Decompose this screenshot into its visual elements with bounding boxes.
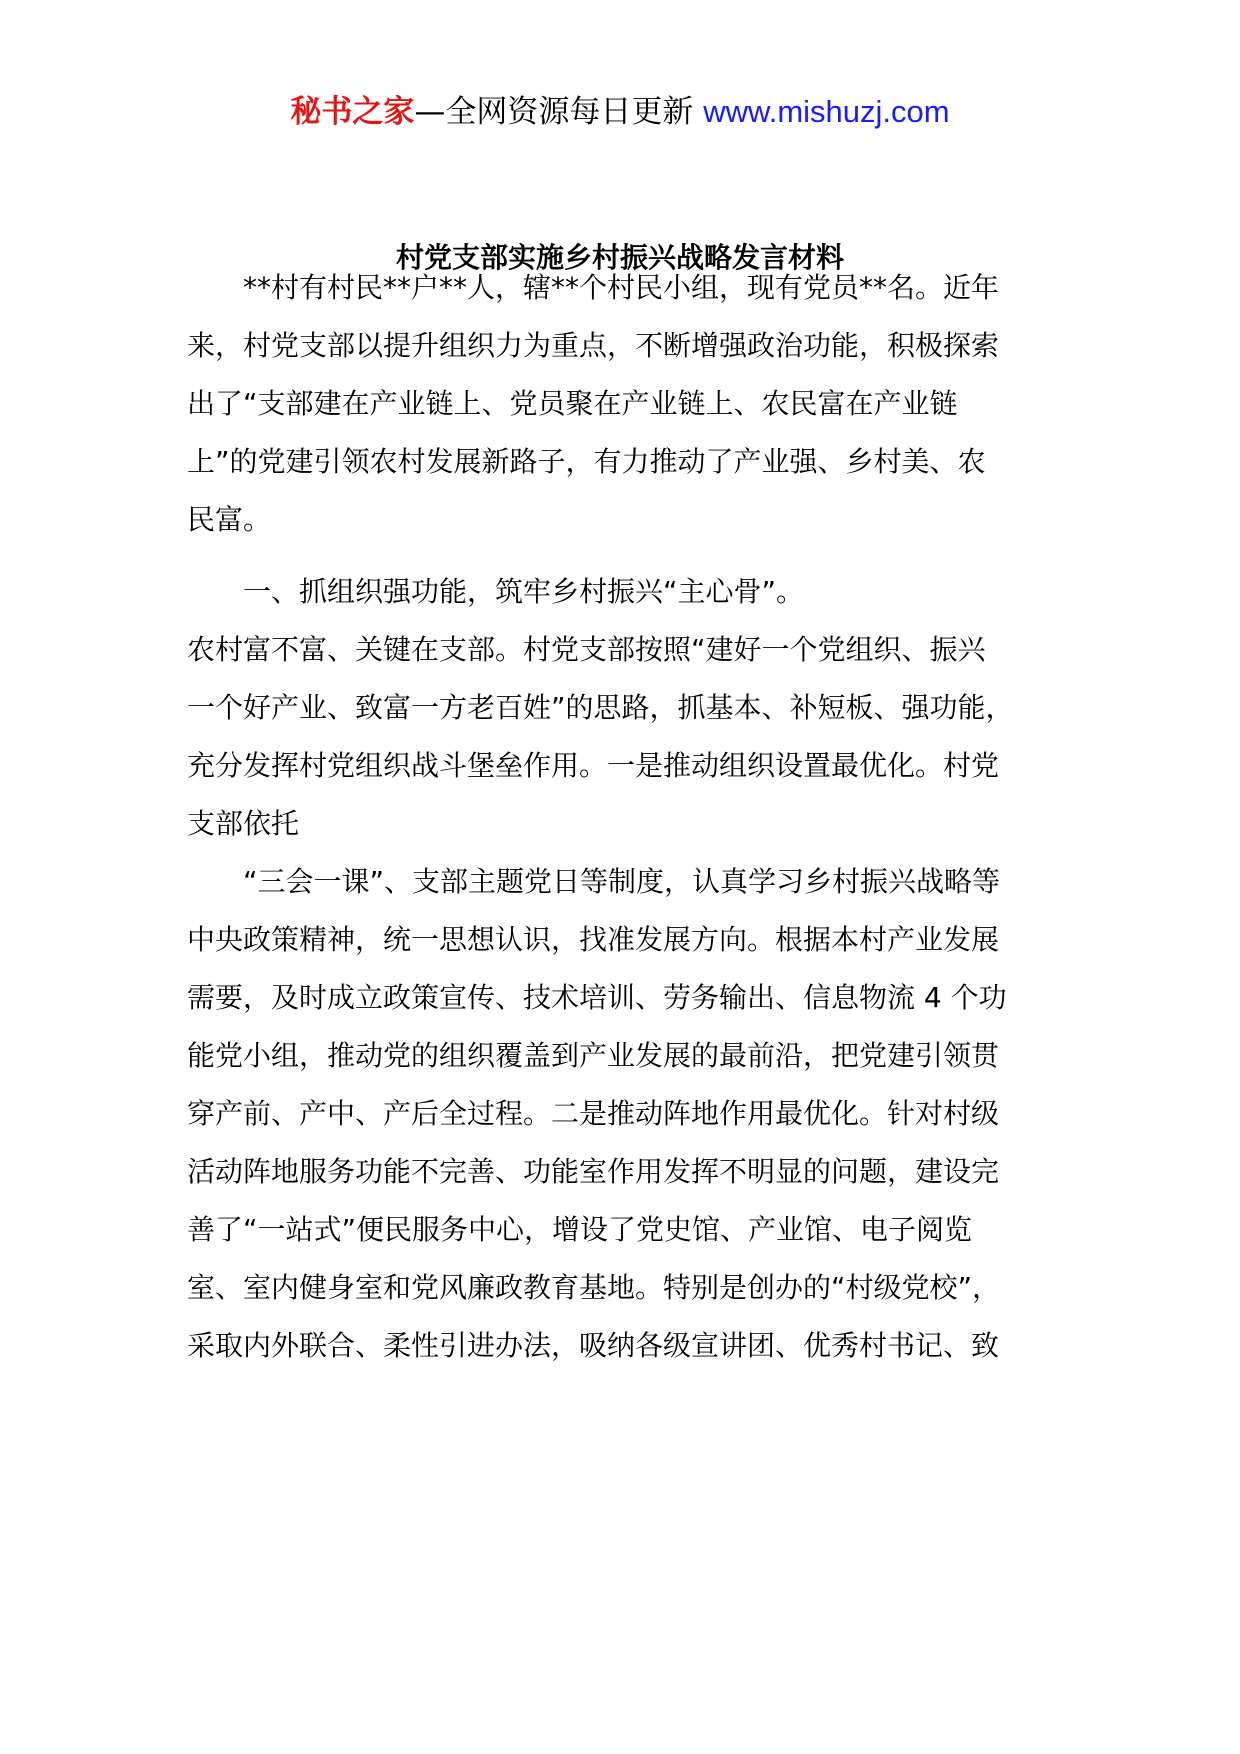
body-line: 中央政策精神，统一思想认识，找准发展方向。根据本村产业发展: [187, 923, 1000, 956]
body-line: **村有村民**户**人，辖**个村民小组，现有党员**名。近年: [187, 271, 1000, 304]
body-line: 一个好产业、致富一方老百姓”的思路，抓基本、补短板、强功能，: [187, 691, 1014, 724]
body-line: 来，村党支部以提升组织力为重点，不断增强政治功能，积极探索: [187, 329, 1000, 362]
section-heading: 一、抓组织强功能，筑牢乡村振兴“主心骨”。: [187, 575, 805, 608]
body-line: 活动阵地服务功能不完善、功能室作用发挥不明显的问题，建设完: [187, 1155, 1000, 1188]
site-brand: 秘书之家: [290, 94, 415, 130]
body-line: 善了“一站式”便民服务中心，增设了党史馆、产业馆、电子阅览: [187, 1213, 973, 1246]
body-line: 农村富不富、关键在支部。村党支部按照“建好一个党组织、振兴: [187, 633, 986, 666]
body-line: 能党小组，推动党的组织覆盖到产业发展的最前沿，把党建引领贯: [187, 1039, 1000, 1072]
body-line: 充分发挥村党组织战斗堡垒作用。一是推动组织设置最优化。村党: [187, 749, 1000, 782]
body-line: 采取内外联合、柔性引进办法，吸纳各级宣讲团、优秀村书记、致: [187, 1329, 1000, 1362]
site-slogan: —全网资源每日更新: [414, 94, 704, 130]
site-url-link[interactable]: www.mishuzj.com: [703, 94, 950, 129]
site-header: [0, 92, 1240, 132]
body-line: 民富。: [187, 503, 272, 536]
body-line: 支部依托: [187, 807, 300, 840]
body-line: 穿产前、产中、产后全过程。二是推动阵地作用最优化。针对村级: [187, 1097, 1000, 1130]
body-line: “三会一课”、支部主题党日等制度，认真学习乡村振兴战略等: [187, 865, 1001, 898]
body-line: 上”的党建引领农村发展新路子，有力推动了产业强、乡村美、农: [187, 445, 986, 478]
body-line: 需要，及时成立政策宣传、技术培训、劳务输出、信息物流 4 个功: [187, 981, 1007, 1014]
document-title: 村党支部实施乡村振兴战略发言材料: [395, 241, 844, 274]
body-line: 室、室内健身室和党风廉政教育基地。特别是创办的“村级党校”，: [187, 1271, 1001, 1304]
body-line: 出了“支部建在产业链上、党员聚在产业链上、农民富在产业链: [187, 387, 958, 420]
